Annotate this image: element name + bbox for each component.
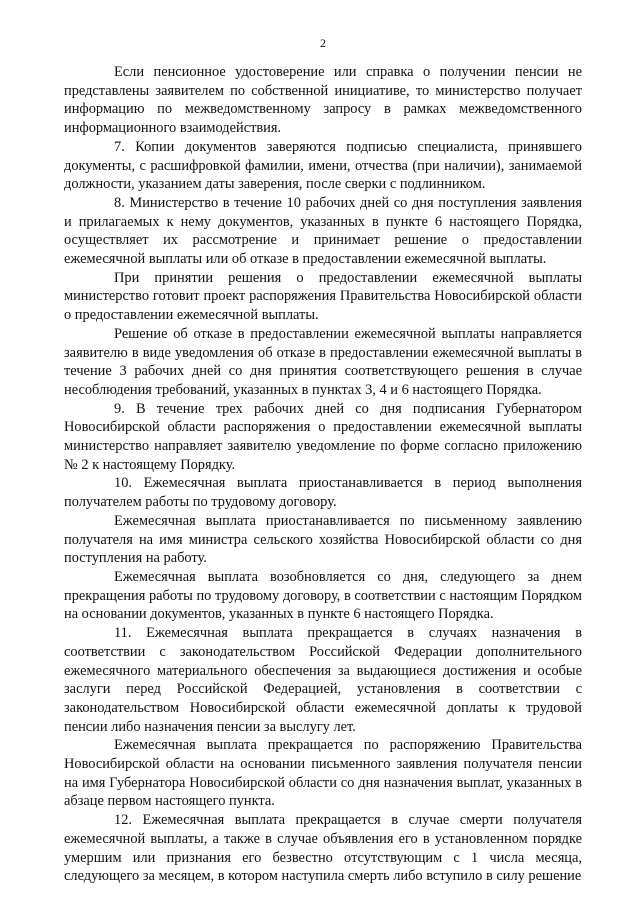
paragraph: 8. Министерство в течение 10 рабочих дней со дня поступления заявления и прилагаемых к нему документов, указанных в пункте 6 настоящего Порядка, осуществляет их рассмотрение и принимает решение о предоставлении ежемесячной выплаты или об отказе в предоставлении ежемесячной выплаты. [64,194,582,268]
paragraph: 11. Ежемесячная выплата прекращается в случаях назначения в соответствии с законодательством Российской Федерации дополнительного ежемесячного материального обеспечения за выдающиеся достижения и особые заслуги перед Российской Федерацией, установления в соответствии с законодательством Новосибирской области ежемесячной доплаты к трудовой пенсии либо назначения пенсии за выслугу лет. [64,625,582,735]
paragraph: 7. Копии документов заверяются подписью специалиста, принявшего документы, с расшифровкой фамилии, имени, отчества (при наличии), занимаемой должности, указанием даты заверения, после сверки с подлинником. [64,138,582,193]
paragraph: 9. В течение трех рабочих дней со дня подписания Губернатором Новосибирской области распоряжения о предоставлении ежемесячной выплаты министерство направляет заявителю уведомление по форме согласно приложению № 2 к настоящему Порядку. [64,400,582,473]
paragraph: Ежемесячная выплата возобновляется со дня, следующего за днем прекращения работы по трудовому договору, в соответствии с настоящим Порядком на основании документов, указанных в пункте 6 настоящего Порядка. [64,568,582,623]
paragraph: 10. Ежемесячная выплата приостанавливается в период выполнения получателем работы по трудовому договору. [64,475,582,511]
paragraph: 12. Ежемесячная выплата прекращается в случае смерти получателя ежемесячной выплаты, а также в случае объявления его в установленном порядке умершим или признания его безвестно отсутствующим с 1 числа месяца, следующего за месяцем, в котором наступила смерть либо вступило в силу решение [64,812,582,885]
paragraph: При принятии решения о предоставлении ежемесячной выплаты министерство готовит проект распоряжения Правительства Новосибирской области о предоставлении ежемесячной выплаты. [64,269,582,324]
paragraph: Решение об отказе в предоставлении ежемесячной выплаты направляется заявителю в виде уведомления об отказе в предоставлении ежемесячной выплаты в течение 3 рабочих дней со дня принятия соответствующего решения в случае несоблюдения требований, указанных в пунктах 3, 4 и 6 настоящего Порядка. [64,325,582,398]
paragraph: Ежемесячная выплата прекращается по распоряжению Правительства Новосибирской области на основании письменного заявления получателя пенсии на имя Губернатора Новосибирской области со дня назначения выплат, указанных в абзаце первом настоящего пункта. [64,737,582,810]
paragraph: Ежемесячная выплата приостанавливается по письменному заявлению получателя на имя министра сельского хозяйства Новосибирской области со дня поступления на работу. [64,512,582,567]
page-number: 2 [320,36,326,50]
paragraph: Если пенсионное удостоверение или справка о получении пенсии не представлены заявителем по собственной инициативе, то министерство получает информацию по межведомственному запросу в рамках межведомственного информационного взаимодействия. [64,64,582,137]
